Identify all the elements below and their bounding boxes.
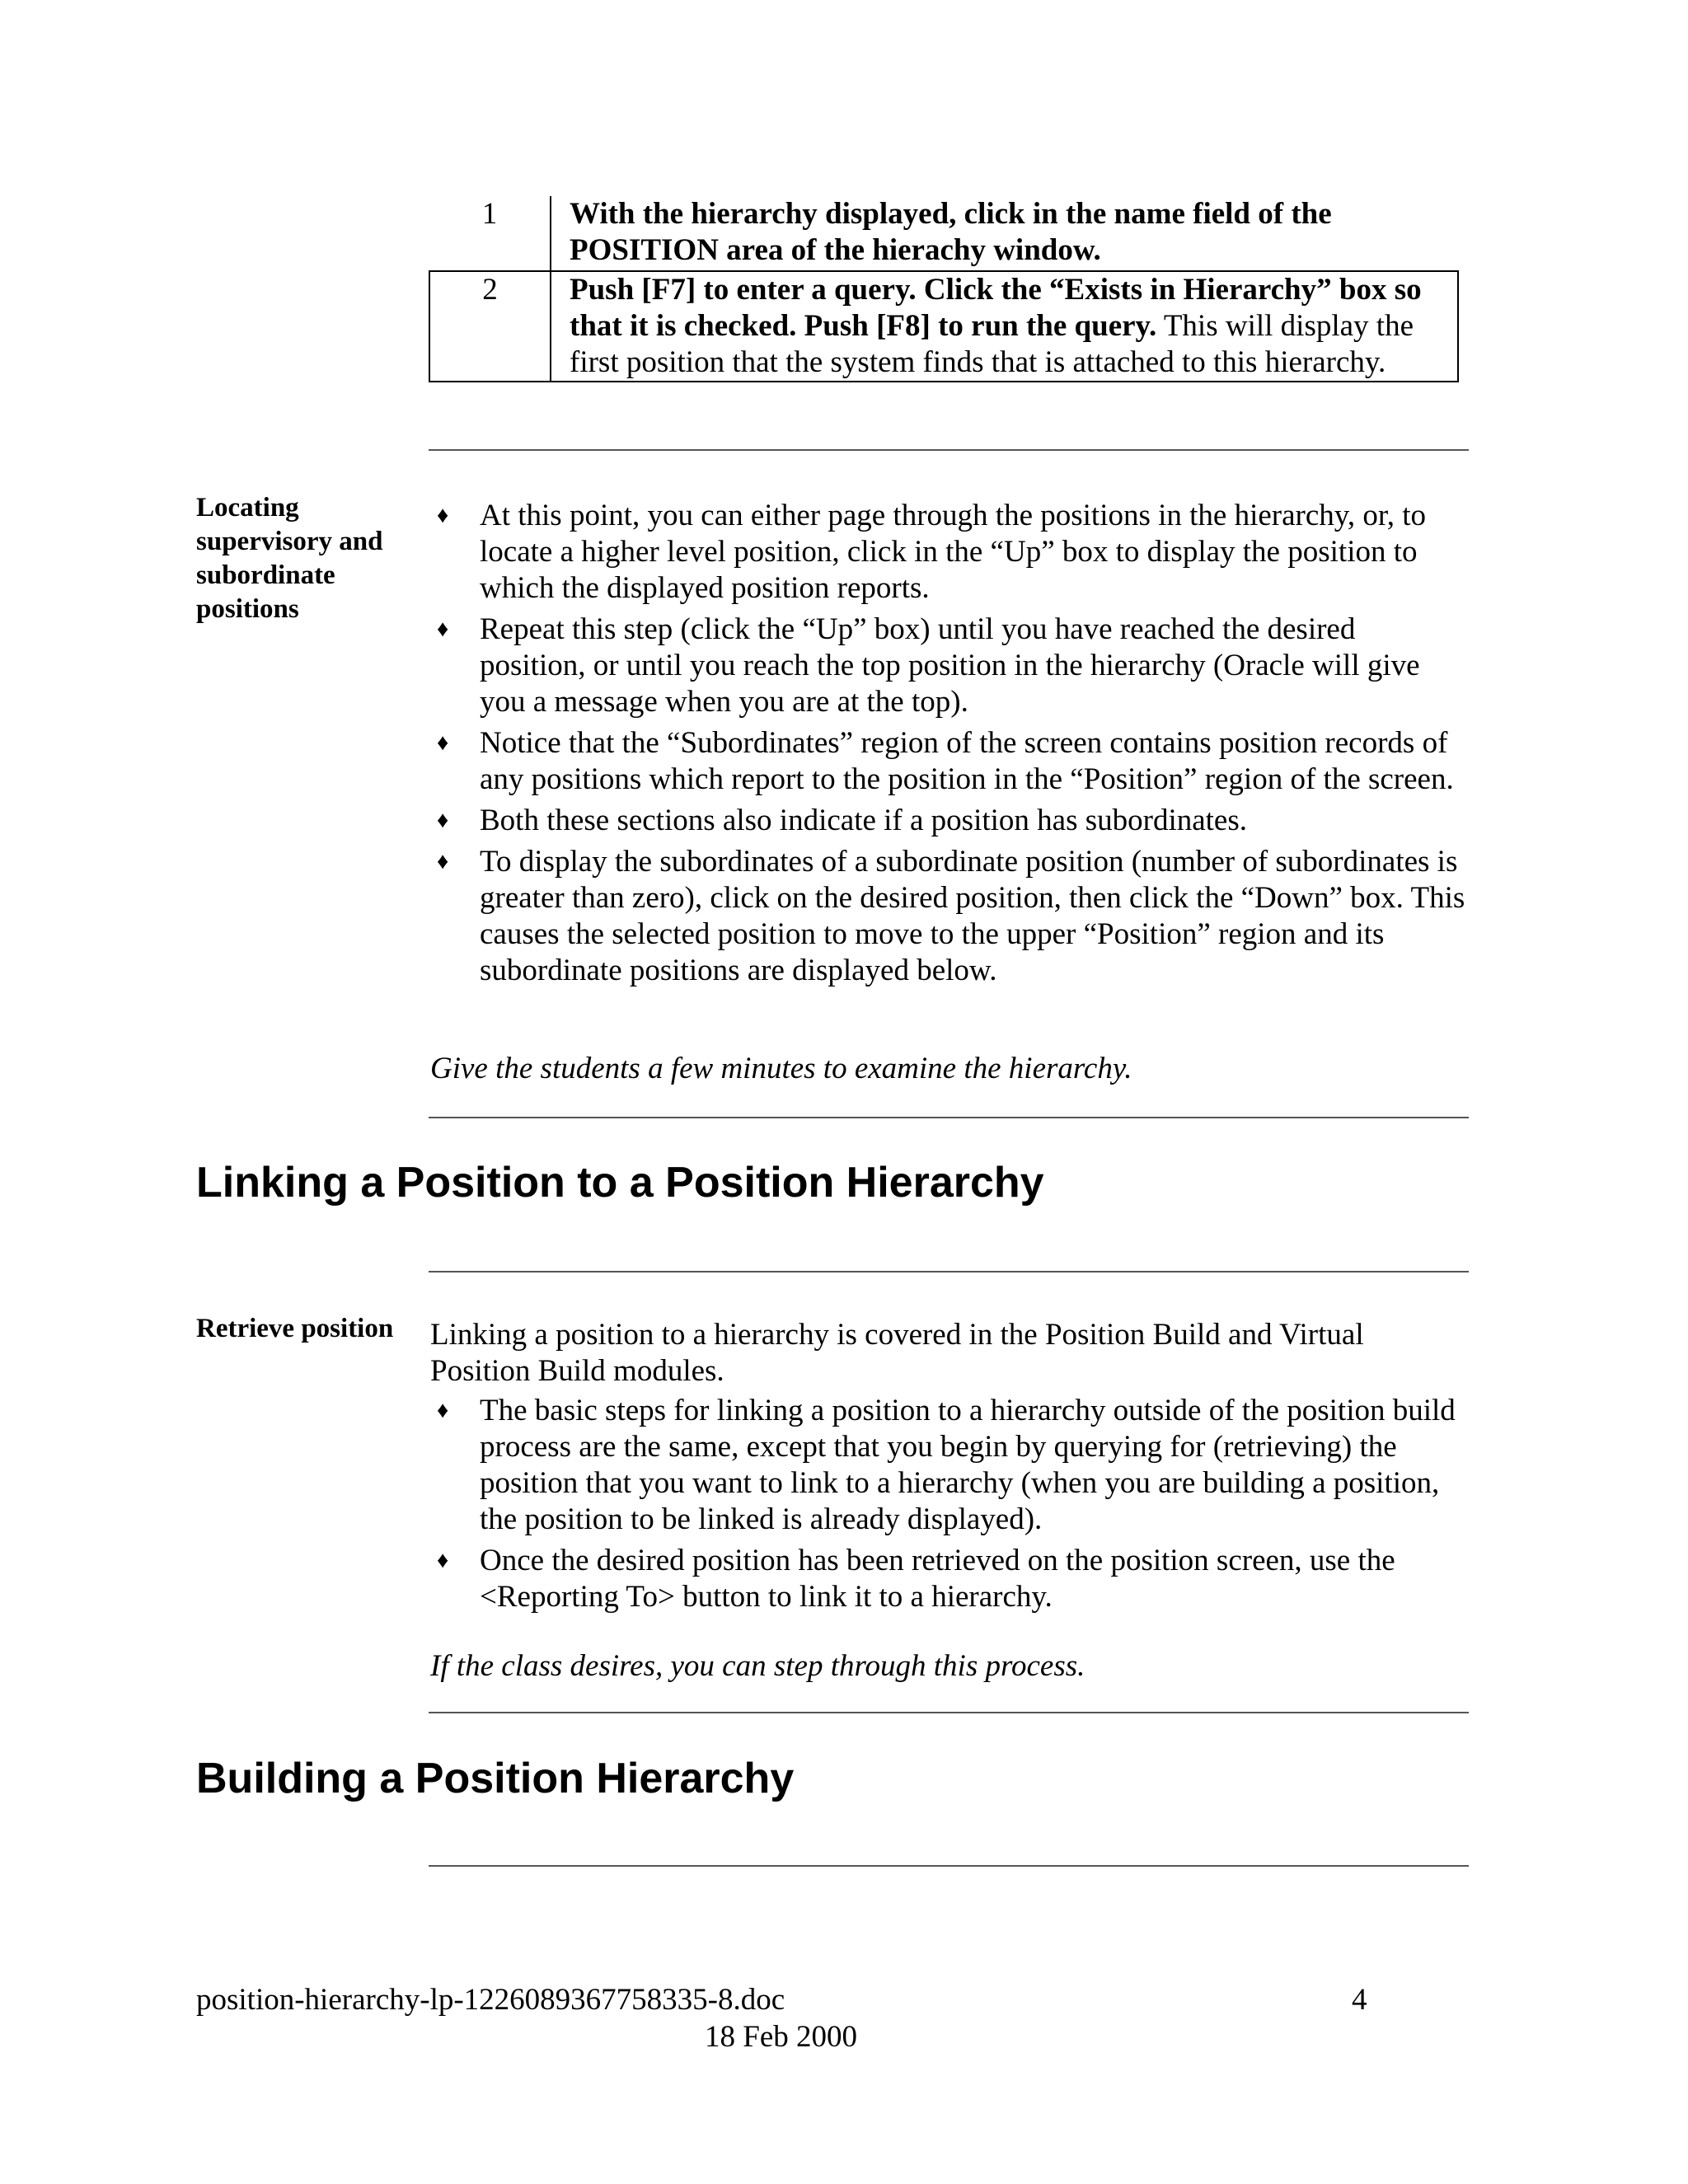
list-item xyxy=(430,498,1469,607)
bullet-list xyxy=(430,498,1469,989)
diamond-bullet-icon: ♦ xyxy=(437,1548,449,1573)
step-text xyxy=(551,196,1458,271)
list-item xyxy=(430,1543,1469,1615)
steps-table xyxy=(429,196,1459,382)
bullet-text: Notice that the “Subordinates” region of the screen contains position records of any positions which report to the position in the “Position” region of the screen. xyxy=(480,726,1454,796)
diamond-bullet-icon: ♦ xyxy=(437,808,449,833)
divider xyxy=(429,1865,1469,1867)
diamond-bullet-icon: ♦ xyxy=(437,730,449,756)
step-bold-text: With the hierarchy displayed, click in the name field of the POSITION area of the hierachy window. xyxy=(570,197,1332,267)
bullet-text: To display the subordinates of a subordinate position (number of subordinates is greater than zero), click on the desired position, then click the “Down” box. This causes the selected position to move to the upper “Position” region and its subordinate positions are displayed below. xyxy=(480,845,1465,987)
step-text xyxy=(551,271,1458,382)
list-item xyxy=(430,1393,1469,1538)
side-label-retrieve: Retrieve position xyxy=(196,1314,394,1343)
side-label-locating: Locating supervisory and subordinate positions xyxy=(196,493,383,624)
bullet-text: Both these sections also indicate if a position has subordinates. xyxy=(480,804,1247,837)
step-number: 1 xyxy=(429,196,551,271)
diamond-bullet-icon: ♦ xyxy=(437,616,449,642)
instructor-note: Give the students a few minutes to examine the hierarchy. xyxy=(430,1052,1132,1085)
step-number: 2 xyxy=(429,271,551,382)
bullet-text: Repeat this step (click the “Up” box) until you have reached the desired position, or until you reach the top position in the hierarchy (Oracle will give you a message when you are at the top). xyxy=(480,612,1420,719)
step-bold-text: Push [F7] to enter a query. Click the “Exists in Hierarchy” box so that it is checked. Push [F8] to run the query. xyxy=(570,273,1422,343)
step-normal-text: This will display the first position that the system finds that is attached to this hierarchy. xyxy=(570,309,1414,379)
diamond-bullet-icon: ♦ xyxy=(437,1398,449,1423)
section-heading-linking: Linking a Position to a Position Hierarchy xyxy=(196,1159,1044,1207)
retrieve-content xyxy=(430,1317,1469,1620)
section-heading-building: Building a Position Hierarchy xyxy=(196,1755,795,1802)
divider xyxy=(429,1271,1469,1272)
bullet-text: The basic steps for linking a position to a hierarchy outside of the position build process are the same, except that you begin by querying for (retrieving) the position that you want to link to a hierarchy (when you are building a position, the position to be linked is already displayed). xyxy=(480,1394,1456,1536)
table-row xyxy=(429,196,1458,271)
bullet-text: At this point, you can either page through the positions in the hierarchy, or, to locate a higher level position, click in the “Up” box to display the position to which the displayed position reports. xyxy=(480,499,1427,605)
bullet-list xyxy=(430,1393,1469,1615)
list-item xyxy=(430,612,1469,720)
intro-paragraph: Linking a position to a hierarchy is covered in the Position Build and Virtual Position Build modules. xyxy=(430,1318,1364,1388)
instructor-note: If the class desires, you can step through this process. xyxy=(430,1649,1085,1683)
diamond-bullet-icon: ♦ xyxy=(437,503,449,528)
divider xyxy=(429,449,1469,451)
footer-page-number: 4 xyxy=(1352,1983,1367,2017)
list-item xyxy=(430,725,1469,798)
list-item xyxy=(430,844,1469,989)
divider xyxy=(429,1117,1469,1118)
list-item xyxy=(430,803,1469,839)
diamond-bullet-icon: ♦ xyxy=(437,849,449,874)
locating-content xyxy=(430,498,1469,994)
divider xyxy=(429,1712,1469,1713)
bullet-text: Once the desired position has been retrieved on the position screen, use the <Reporting To> button to link it to a hierarchy. xyxy=(480,1544,1395,1614)
table-row xyxy=(429,271,1458,382)
footer-date: 18 Feb 2000 xyxy=(705,2020,857,2054)
footer-filename: position-hierarchy-lp-1226089367758335-8.doc xyxy=(196,1983,785,2017)
